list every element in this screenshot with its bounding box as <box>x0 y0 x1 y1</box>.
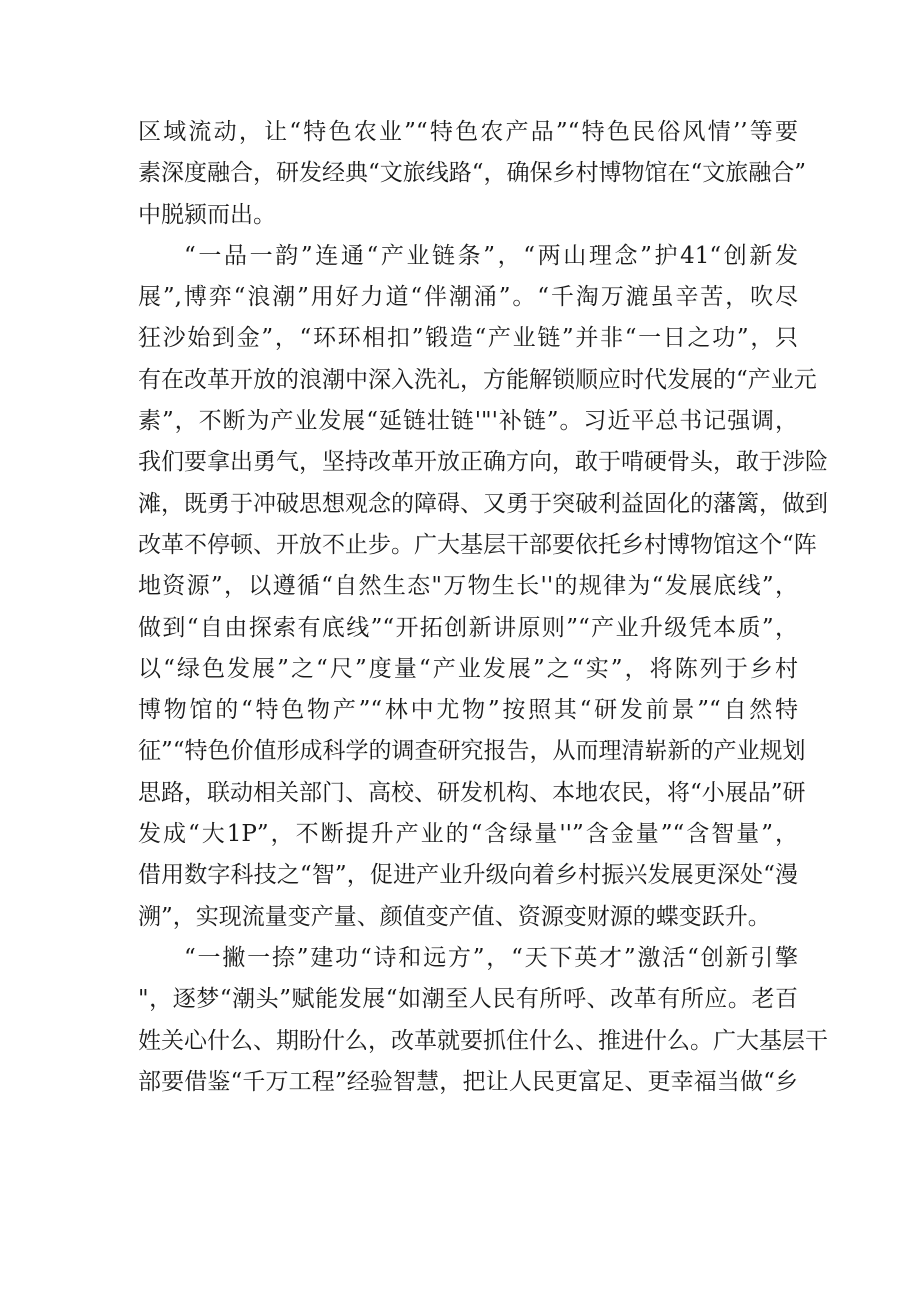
text-line: 征”“特色价值形成科学的调查研究报告，从而理清崭新的产业规划 <box>138 738 806 765</box>
text-line: 素”，不断为产业发展“延链壮链'"'补链”。习近平总书记强调， <box>138 408 798 435</box>
text-line: 借用数字科技之“智”，促进产业升级向着乡村振兴发展更深处“漫 <box>138 862 798 889</box>
text-line: 以“绿色发展”之“尺”度量“产业发展”之“实”，将陈列于乡村 <box>138 655 798 682</box>
text-line: 地资源”，以遵循“自然生态"万物生长''的规律为“发展底线”， <box>138 573 798 600</box>
text-line: “一品一韵”连通“产业链条”，“两山理念”护41“创新发 <box>184 242 798 269</box>
text-line: 发成“大1P”，不断提升产业的“含绿量''”含金量”“含智量”， <box>138 821 798 848</box>
text-line: 我们要拿出勇气，坚持改革开放正确方向，敢于啃硬骨头，敢于涉险 <box>138 449 828 476</box>
text-line: 有在改革开放的浪潮中深入洗礼，方能解锁顺应时代发展的“产业元 <box>138 366 817 393</box>
text-line: 展”,博弈“浪潮”用好力道“伴潮涌”。“千淘万漉虽辛苦，吹尽 <box>138 284 798 311</box>
text-line: "，逐梦“潮头”赋能发展“如潮至人民有所呼、改革有所应。老百 <box>138 986 798 1013</box>
text-line: 部要借鉴“千万工程”经验智慧，把让人民更富足、更幸福当做“乡 <box>138 1068 798 1095</box>
body-text <box>138 112 828 1103</box>
text-line: 思路，联动相关部门、高校、研发机构、本地农民，将“小展品”研 <box>138 779 806 806</box>
text-line: 区域流动，让“特色农业”“特色农产品”“特色民俗风情’’等要 <box>138 119 798 145</box>
text-line: 中脱颍而出。 <box>138 201 276 228</box>
text-line: 做到“自由探索有底线”“开拓创新讲原则”“产业升级凭本质”， <box>138 614 798 641</box>
text-line: 博物馆的“特色物产”“林中尤物”按照其“研发前景”“自然特 <box>138 697 798 724</box>
text-line: 滩，既勇于冲破思想观念的障碍、又勇于突破利益固化的藩篱，做到 <box>138 490 828 517</box>
text-line: 改革不停顿、开放不止步。广大基层干部要依托乡村博物馆这个“阵 <box>138 531 817 558</box>
text-line: 狂沙始到金”，“环环相扣”锻造“产业链”并非“一日之功”，只 <box>138 325 798 352</box>
text-line: 素深度融合，研发经典“文旅线路“，确保乡村博物馆在“文旅融合” <box>138 160 807 187</box>
text-line: 溯”，实现流量变产量、颜值变产值、资源变财源的蝶变跃升。 <box>138 903 771 930</box>
text-line: 姓关心什么、期盼什么，改革就要抓住什么、推进什么。广大基层干 <box>138 1027 828 1054</box>
text-line: “一撇一捺”建功“诗和远方”，“天下英才”激活“创新引擎 <box>184 944 798 971</box>
